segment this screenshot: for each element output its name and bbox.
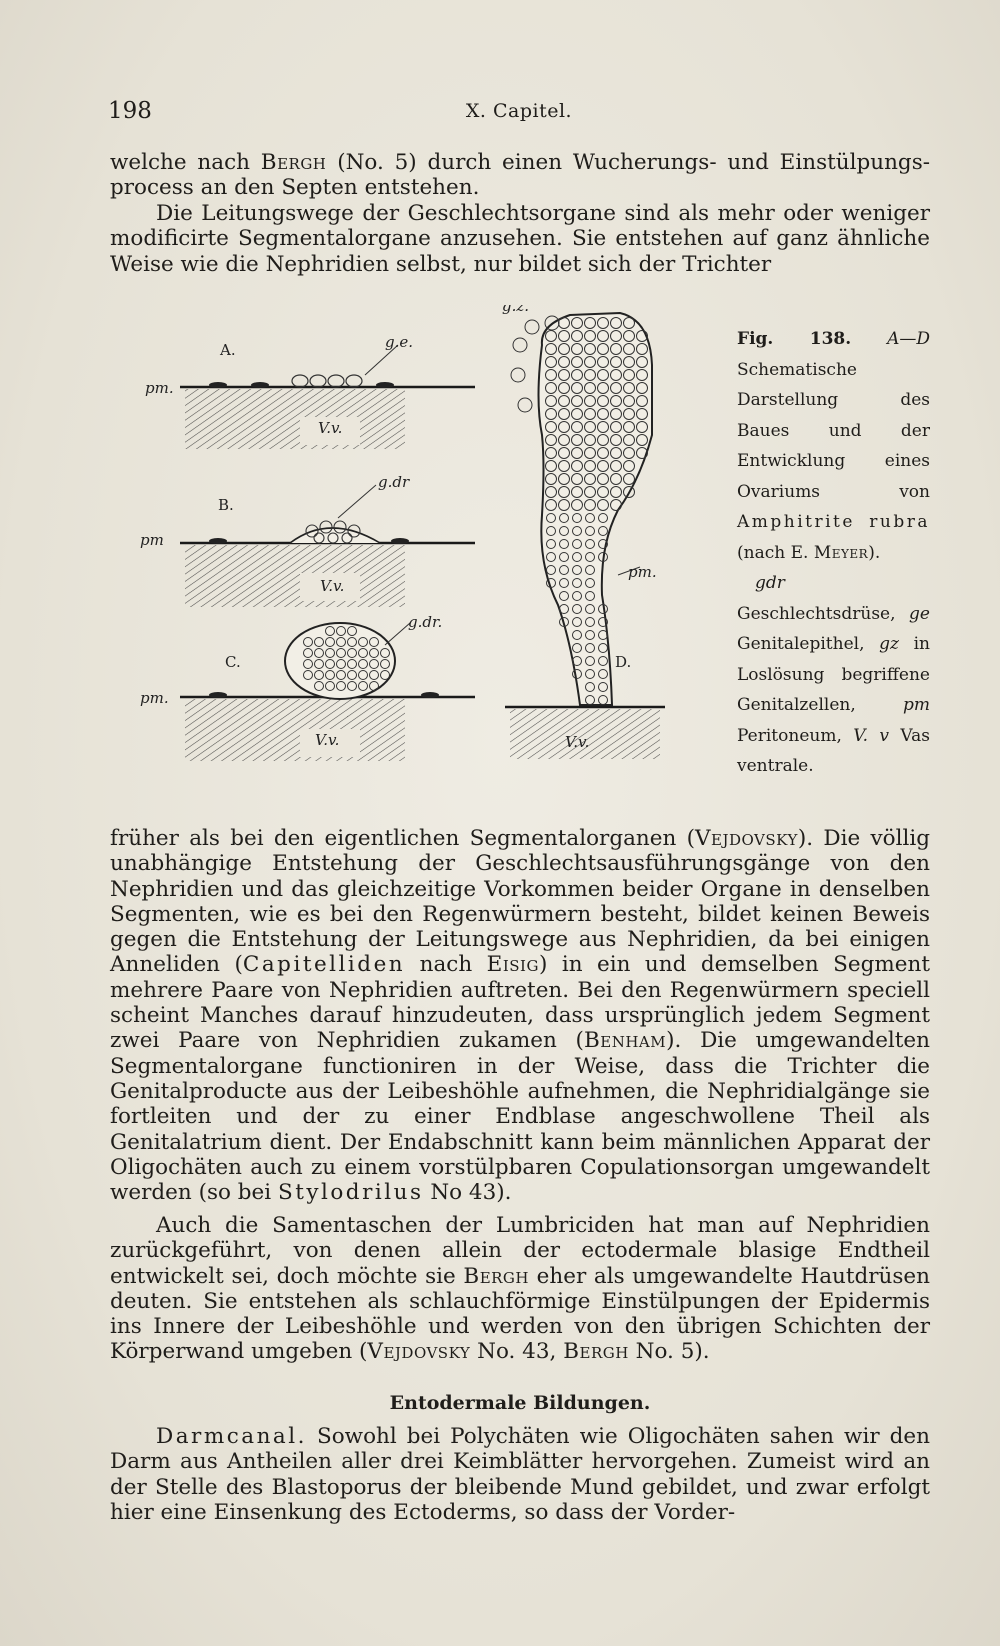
label-pm-d: pm.: [628, 563, 657, 581]
label-pm-c: pm.: [140, 689, 169, 707]
running-header: [108, 98, 930, 130]
paragraph-4: Auch die Samentaschen der Lumbriciden hat man auf Nephridien zurückgeführt, von denen allein der ectodermale blasige Endtheil entwickelt sei, doch möchte sie Bergh eher als umgewandelte Hautdrüsen deuten. Sie entstehen als schlauchförmige Einstülpungen der Epidermis ins Innere der Leibeshöhle und werden von den übrigen Schichten der Körperwand umgeben (Vejdovsky No. 43, Bergh No. 5).: [110, 1213, 931, 1365]
author-name: Bergh: [260, 150, 327, 175]
paragraph-3: früher als bei den eigentlichen Segmentalorganen (Vejdovsky). Die völlig unabhängige Entstehung der Geschlechtsausführungsgänge von den Nephridien und das gleichzeitige Vorkommen beider Organe in denselben Segmenten, wie es bei den Regenwürmern besteht, bildet keinen Beweis gegen die Entstehung der Leitungswege aus Nephridien, da bei einigen Anneliden (Capitelliden nach Eisig) in ein und demselben Segment mehrere Paare von Nephridien auftreten. Bei den Regenwürmern speciell scheint Manches darauf hinzudeuten, dass ursprünglich jedem Segment zwei Paare von Nephridien zukamen (Benham). Die umgewandelten Segmentalorgane functioniren in der Weise, dass die Trichter die Genitalproducte aus der Leibeshöhle aufnehmen, die Nephridialgänge sie fortleiten und der zu einer Endblase angeschwollene Theil als Genitalatrium dient. Der Endabschnitt kann beim männlichen Apparat der Oligochäten auch zu einem vorstülpbaren Copulationsorgan umgewandelt werden (so bei Stylodrilus No 43).: [110, 826, 930, 1206]
page-number: 198: [108, 98, 152, 124]
chapter-title: X. Capitel.: [465, 100, 573, 122]
paragraph-1: welche nach Bergh (No. 5) durch einen Wucherungs- und Einstülpungsprocess an den Septen entstehen.: [110, 150, 930, 201]
figure-138: [140, 305, 700, 795]
label-gdr-b: g.dr: [378, 473, 410, 491]
paragraph-5: Darmcanal. Sowohl bei Polychäten wie Oligochäten sahen wir den Darm aus Antheilen aller drei Keimblätter hervorgehen. Zumeist wird an der Stelle des Blastoporus der bleibende Mund gebildet, und zwar erfolgt hier eine Einsenkung des Ectoderms, so dass der Vorder-: [110, 1424, 930, 1525]
label-b: B.: [218, 496, 234, 514]
label-vv-d: V.v.: [565, 733, 590, 751]
label-vv-c: V.v.: [315, 731, 340, 749]
figure-number: Fig. 138.: [737, 329, 852, 349]
section-heading: Entodermale Bildungen.: [389, 1392, 651, 1414]
label-a: A.: [220, 341, 236, 359]
label-gz: g.z.: [502, 305, 530, 315]
panel-d: [505, 313, 665, 759]
label-gdr-c: g.dr.: [408, 613, 443, 631]
label-d: D.: [615, 653, 632, 671]
label-pm-b: pm: [140, 531, 164, 549]
figure-caption: Fig. 138. A—D Schematische Darstellung des Baues und der Entwicklung eines Ovariums von Amphitrite rubra (nach E. Meyer). gdr Geschlechtsdrüse, ge Genitalepithel, gz in Loslösung begriffene Genitalzellen, pm Peritoneum, V. v Vas ventrale.: [737, 329, 931, 776]
label-pm-a: pm.: [145, 379, 174, 397]
label-vv-b: V.v.: [320, 577, 345, 595]
paragraph-2: Die Leitungswege der Geschlechtsorgane sind als mehr oder weniger modificirte Segmentalorgane anzusehen. Sie entstehen auf ganz ähnliche Weise wie die Nephridien selbst, nur bildet sich der Trichter: [110, 201, 930, 277]
label-c: C.: [225, 653, 241, 671]
label-ge: g.e.: [385, 333, 414, 351]
ovary-illustration: [140, 305, 700, 795]
label-vv-a: V.v.: [318, 419, 343, 437]
